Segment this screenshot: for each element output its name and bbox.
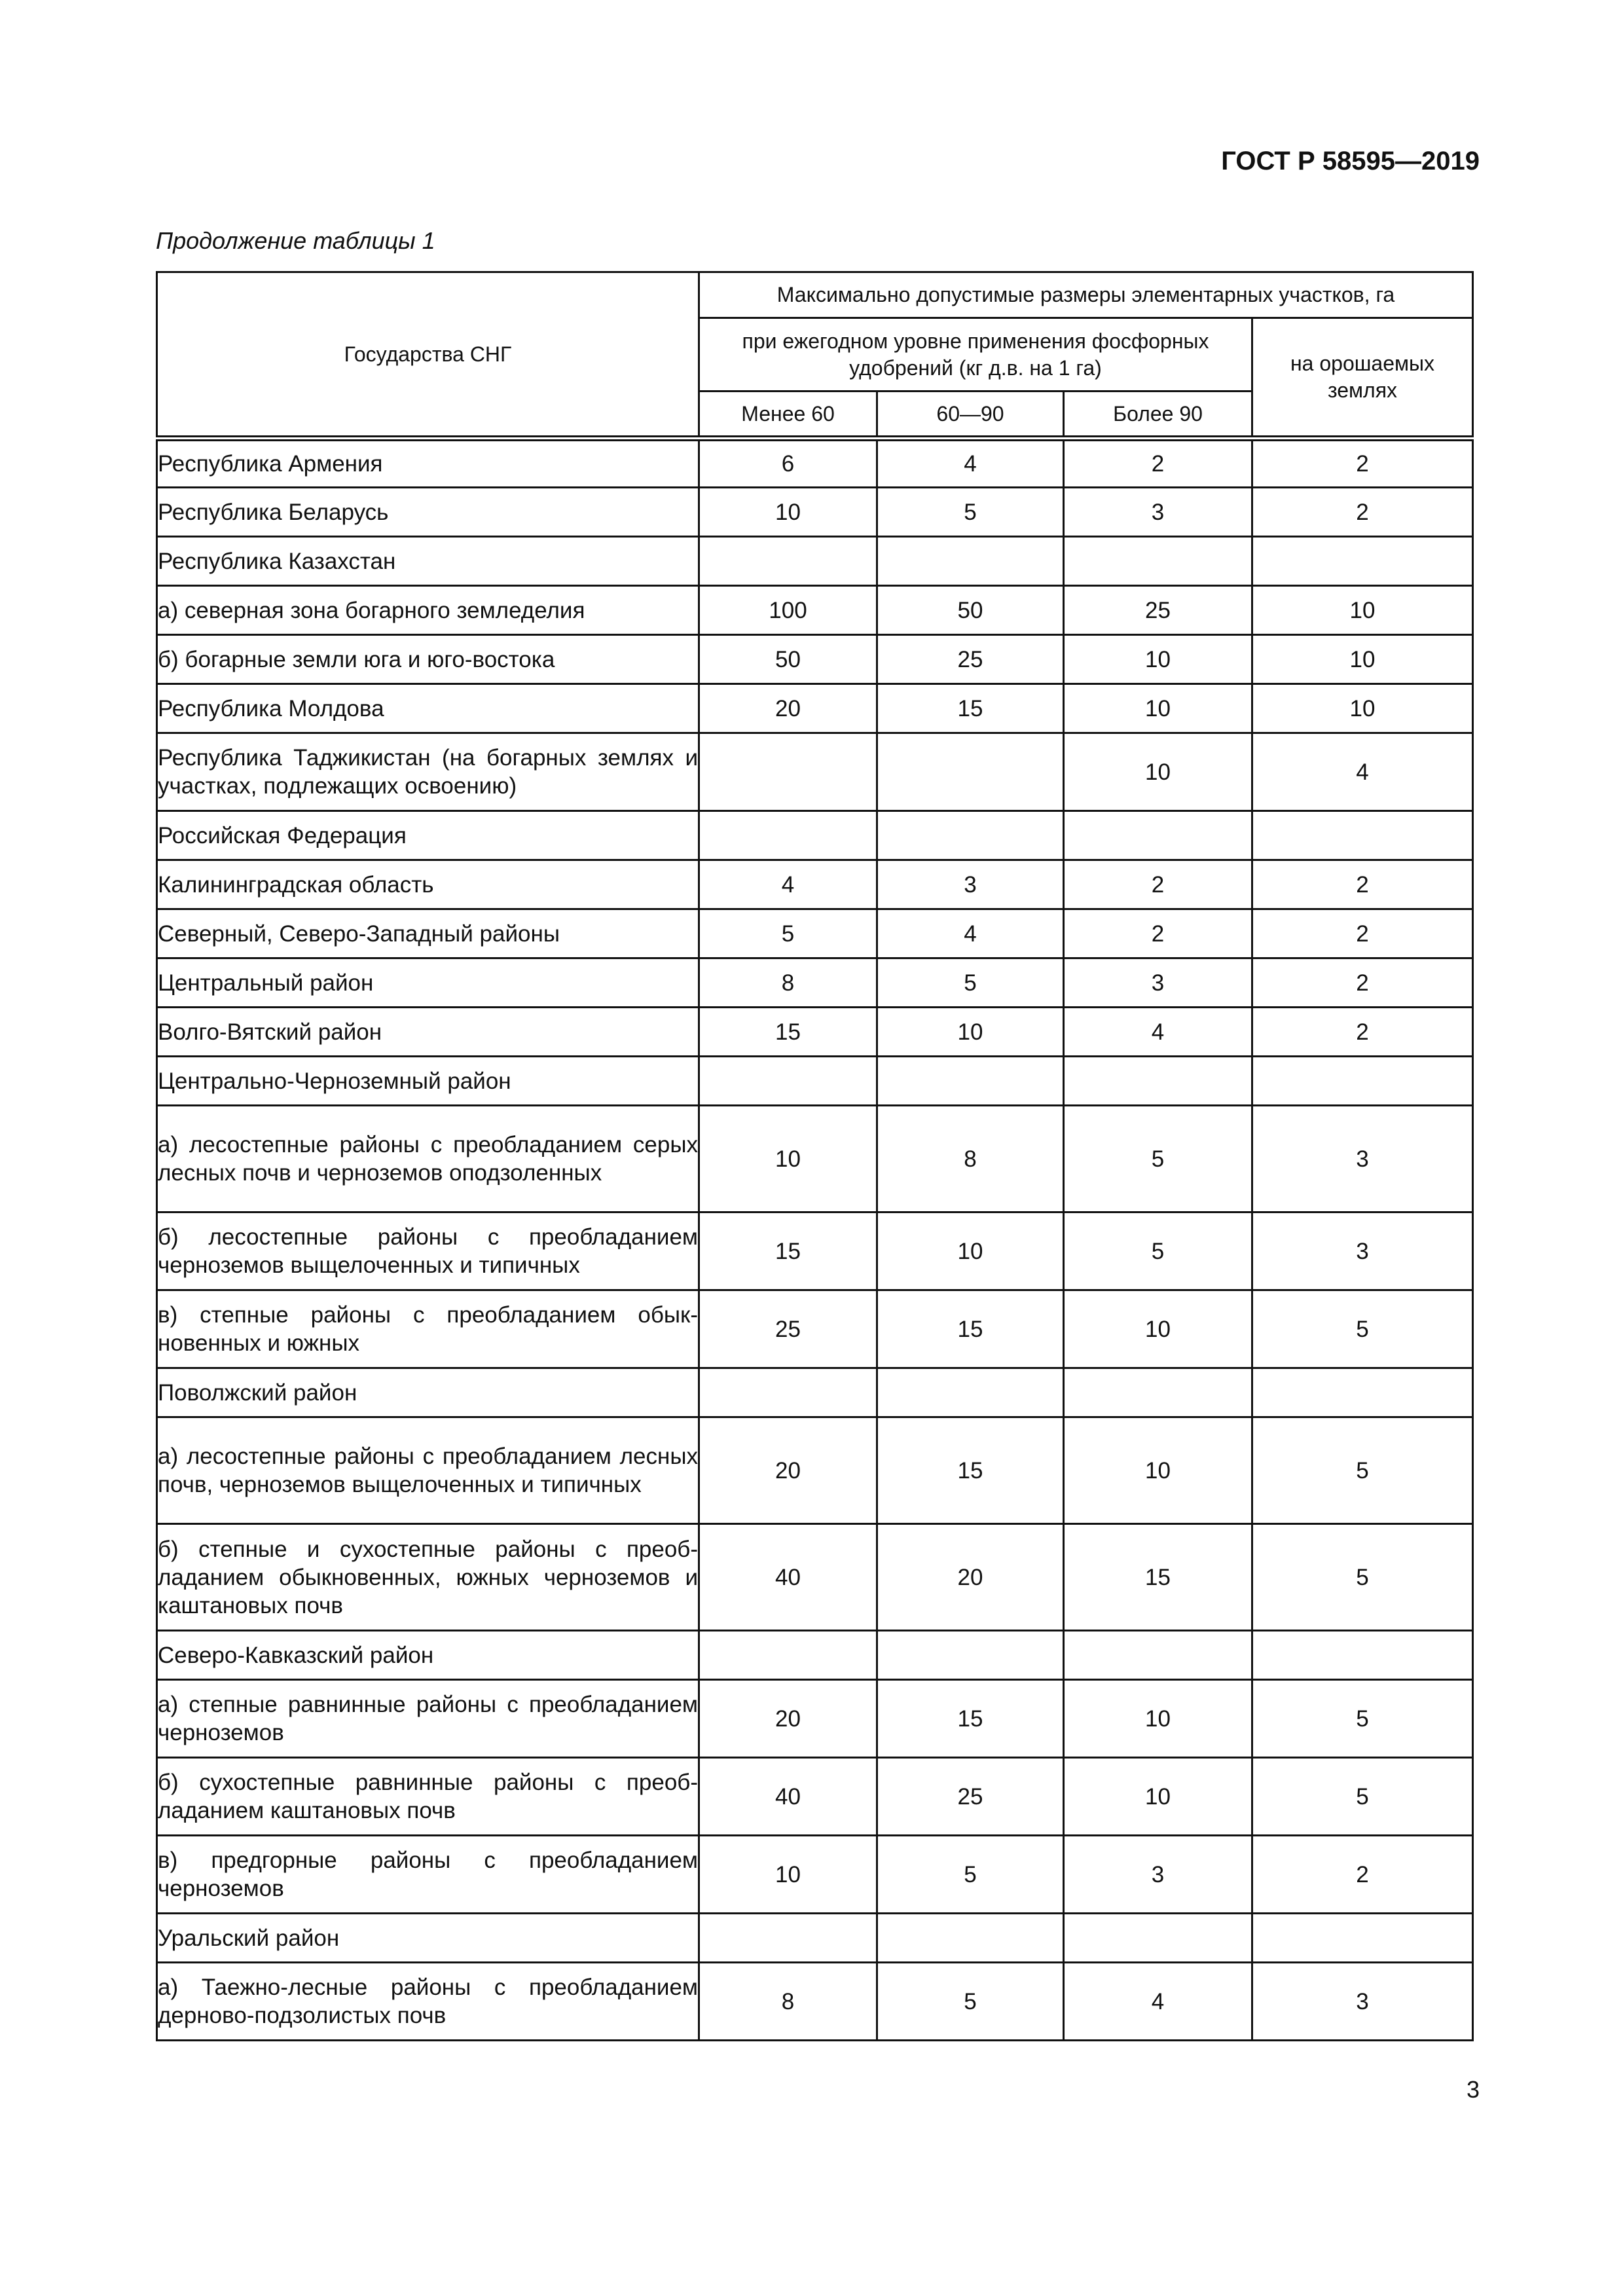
table-row [157,537,1473,586]
cell-irrigated: 10 [1252,684,1473,733]
table-row [157,1758,1473,1836]
header-states: Государства СНГ [157,272,699,439]
cell-region-name: в) степные районы с преобладанием обыкновенных и южных [157,1290,699,1368]
cell-more-90 [1064,537,1252,586]
table-row [157,1631,1473,1680]
cell-more-90: 3 [1064,488,1252,537]
header-less-60: Менее 60 [699,392,877,439]
cell-irrigated: 2 [1252,1836,1473,1914]
cell-less-60 [699,1631,877,1680]
cell-region-name: а) лесостепные районы с преобладанием лесных почв, черноземов выщелоченных и типичных [157,1417,699,1524]
cell-irrigated: 3 [1252,1963,1473,2041]
cell-more-90: 4 [1064,1963,1252,2041]
cell-60-90: 5 [877,488,1064,537]
table-row [157,1368,1473,1417]
cell-less-60: 20 [699,1417,877,1524]
cell-region-name: Волго-Вятский район [157,1008,699,1057]
cell-region-name: в) предгорные районы с преобладанием черноземов [157,1836,699,1914]
cell-60-90: 5 [877,958,1064,1008]
cell-more-90: 15 [1064,1524,1252,1631]
header-more-90: Более 90 [1064,392,1252,439]
cell-more-90 [1064,1057,1252,1106]
cell-60-90 [877,1631,1064,1680]
cell-60-90: 4 [877,909,1064,958]
table-row [157,488,1473,537]
cell-more-90: 25 [1064,586,1252,635]
header-irrigated: на орошаемых землях [1252,318,1473,439]
cell-60-90: 50 [877,586,1064,635]
cell-more-90: 5 [1064,1212,1252,1290]
page-number: 3 [1466,2076,1480,2103]
cell-60-90 [877,733,1064,811]
cell-less-60 [699,1914,877,1963]
cell-less-60: 20 [699,684,877,733]
header-max-sizes: Максимально допустимые размеры элементарных участков, га [699,272,1473,318]
table-row [157,439,1473,488]
document-code: ГОСТ Р 58595—2019 [1221,147,1480,175]
cell-irrigated: 2 [1252,860,1473,909]
cell-region-name: б) сухостепные равнинные районы с преобладанием каштановых почв [157,1758,699,1836]
cell-less-60: 5 [699,909,877,958]
cell-region-name: Центральный район [157,958,699,1008]
cell-more-90: 10 [1064,733,1252,811]
cell-region-name: Центрально-Черноземный район [157,1057,699,1106]
cell-less-60: 10 [699,1836,877,1914]
cell-region-name: Республика Молдова [157,684,699,733]
cell-irrigated: 10 [1252,586,1473,635]
cell-irrigated: 2 [1252,1008,1473,1057]
cell-region-name: Северный, Северо-Западный районы [157,909,699,958]
cell-60-90: 5 [877,1836,1064,1914]
table-row [157,684,1473,733]
table-row [157,1212,1473,1290]
cell-more-90: 5 [1064,1106,1252,1212]
cell-more-90: 10 [1064,635,1252,684]
cell-region-name: б) степные и сухостепные районы с преобладанием обыкновенных, южных черноземов и каштановых почв [157,1524,699,1631]
table-row [157,1836,1473,1914]
table-row [157,860,1473,909]
table-row [157,733,1473,811]
cell-irrigated: 10 [1252,635,1473,684]
cell-60-90: 20 [877,1524,1064,1631]
cell-more-90: 2 [1064,860,1252,909]
table-row [157,1524,1473,1631]
cell-60-90 [877,811,1064,860]
cell-irrigated: 5 [1252,1290,1473,1368]
cell-irrigated [1252,1914,1473,1963]
cell-more-90: 10 [1064,1290,1252,1368]
cell-more-90: 2 [1064,439,1252,488]
cell-less-60: 8 [699,958,877,1008]
cell-less-60 [699,537,877,586]
cell-60-90: 15 [877,1680,1064,1758]
cell-region-name: Республика Таджикистан (на богарных землях и участках, подлежащих освоению) [157,733,699,811]
cell-more-90: 2 [1064,909,1252,958]
cell-less-60 [699,1057,877,1106]
cell-region-name: Поволжский район [157,1368,699,1417]
cell-irrigated [1252,1057,1473,1106]
cell-60-90: 25 [877,635,1064,684]
cell-60-90: 8 [877,1106,1064,1212]
cell-less-60: 40 [699,1758,877,1836]
table-body [157,439,1473,2041]
cell-more-90: 3 [1064,1836,1252,1914]
cell-region-name: а) Таежно-лесные районы с преобладанием дерново-подзолистых почв [157,1963,699,2041]
cell-more-90 [1064,1914,1252,1963]
cell-irrigated [1252,537,1473,586]
cell-irrigated [1252,1631,1473,1680]
cell-60-90: 15 [877,684,1064,733]
table-header [157,272,1473,439]
table-row [157,1963,1473,2041]
cell-60-90 [877,537,1064,586]
cell-60-90: 15 [877,1417,1064,1524]
cell-60-90 [877,1914,1064,1963]
table-row [157,1057,1473,1106]
cell-irrigated: 4 [1252,733,1473,811]
cell-more-90 [1064,811,1252,860]
table-row [157,1008,1473,1057]
cell-irrigated: 5 [1252,1758,1473,1836]
cell-more-90 [1064,1368,1252,1417]
cell-more-90: 10 [1064,1680,1252,1758]
cell-60-90 [877,1368,1064,1417]
cell-more-90: 10 [1064,1417,1252,1524]
cell-less-60: 15 [699,1212,877,1290]
cell-irrigated: 5 [1252,1524,1473,1631]
table-row [157,1417,1473,1524]
cell-less-60: 40 [699,1524,877,1631]
cell-more-90 [1064,1631,1252,1680]
cell-irrigated: 2 [1252,958,1473,1008]
cell-less-60: 25 [699,1290,877,1368]
cell-60-90: 10 [877,1212,1064,1290]
cell-60-90: 4 [877,439,1064,488]
cell-region-name: б) богарные земли юга и юго-востока [157,635,699,684]
cell-60-90: 25 [877,1758,1064,1836]
cell-60-90: 3 [877,860,1064,909]
cell-less-60: 15 [699,1008,877,1057]
cell-more-90: 3 [1064,958,1252,1008]
table-row [157,958,1473,1008]
header-fertilizer-level: при ежегодном уровне применения фосфорных удобрений (кг д.в. на 1 га) [699,318,1252,392]
cell-irrigated [1252,811,1473,860]
cell-less-60: 4 [699,860,877,909]
cell-60-90: 15 [877,1290,1064,1368]
cell-60-90: 10 [877,1008,1064,1057]
cell-region-name: Калининградская область [157,860,699,909]
cell-more-90: 10 [1064,1758,1252,1836]
table-row [157,1106,1473,1212]
cell-irrigated: 2 [1252,488,1473,537]
table-row [157,1290,1473,1368]
cell-region-name: Северо-Кавказский район [157,1631,699,1680]
cell-irrigated: 3 [1252,1106,1473,1212]
cell-more-90: 4 [1064,1008,1252,1057]
cell-less-60: 6 [699,439,877,488]
cell-irrigated: 3 [1252,1212,1473,1290]
cell-region-name: а) лесостепные районы с преобладанием серых лесных почв и черноземов оподзоленных [157,1106,699,1212]
cell-region-name: Российская Федерация [157,811,699,860]
cell-60-90 [877,1057,1064,1106]
cell-region-name: а) северная зона богарного земледелия [157,586,699,635]
cell-irrigated: 5 [1252,1680,1473,1758]
cell-less-60: 50 [699,635,877,684]
header-60-90: 60—90 [877,392,1064,439]
cell-less-60: 20 [699,1680,877,1758]
cell-less-60 [699,1368,877,1417]
table-row [157,811,1473,860]
cell-region-name: б) лесостепные районы с преобладанием черноземов выщелоченных и типичных [157,1212,699,1290]
cell-region-name: Республика Беларусь [157,488,699,537]
cell-region-name: Уральский район [157,1914,699,1963]
cell-less-60 [699,733,877,811]
cell-irrigated [1252,1368,1473,1417]
table-row [157,1914,1473,1963]
cell-less-60: 100 [699,586,877,635]
cell-60-90: 5 [877,1963,1064,2041]
table-row [157,1680,1473,1758]
cell-region-name: Республика Армения [157,439,699,488]
table-row [157,635,1473,684]
data-table [156,271,1474,2041]
table-row [157,909,1473,958]
cell-region-name: Республика Казахстан [157,537,699,586]
cell-irrigated: 2 [1252,439,1473,488]
cell-region-name: а) степные равнинные районы с преобладанием черноземов [157,1680,699,1758]
cell-less-60 [699,811,877,860]
cell-more-90: 10 [1064,684,1252,733]
cell-irrigated: 5 [1252,1417,1473,1524]
cell-less-60: 10 [699,488,877,537]
table-caption: Продолжение таблицы 1 [156,227,435,254]
cell-irrigated: 2 [1252,909,1473,958]
table-row [157,586,1473,635]
cell-less-60: 10 [699,1106,877,1212]
cell-less-60: 8 [699,1963,877,2041]
